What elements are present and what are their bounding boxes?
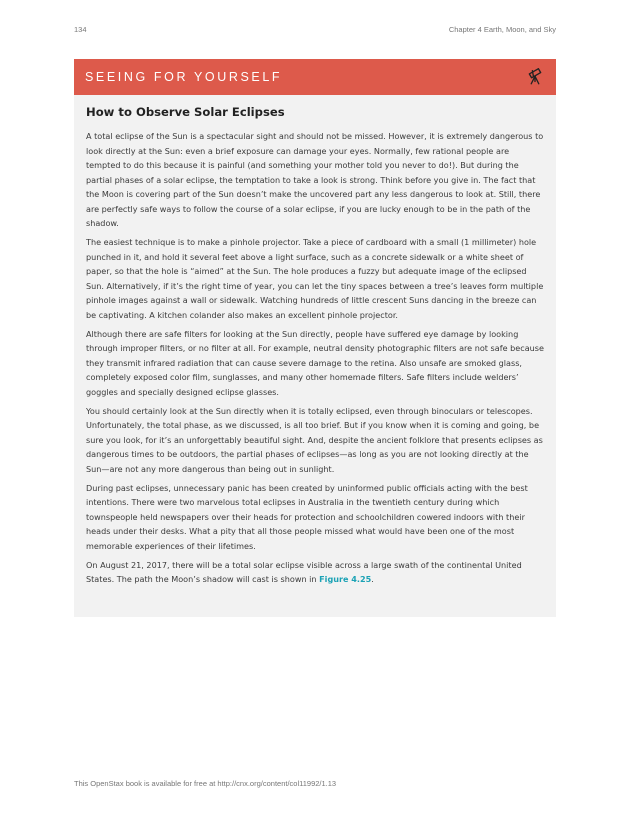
figure-link[interactable]: Figure 4.25: [319, 574, 372, 584]
page-number: 134: [74, 25, 87, 34]
paragraph-last-trailing: .: [371, 574, 374, 584]
feature-body: [74, 95, 556, 587]
feature-box: [74, 59, 556, 617]
telescope-icon: [526, 68, 544, 86]
paragraph: The easiest technique is to make a pinhole projector. Take a piece of cardboard with a small (1 millimeter) hole punched in it, and hold it several feet above a light surface, such as a concrete sidewalk or a white sheet of paper, so that the hole is “aimed” at the Sun. The hole produces a fuzzy but adequate image of the eclipsed Sun. Alternatively, if it’s the right time of year, you can let the tiny spaces between a tree’s leaves form multiple pinhole images against a wall or sidewalk. Watching hundreds of little crescent Suns dancing in the breeze can be captivating. A kitchen colander also makes an excellent pinhole projector.: [86, 237, 544, 320]
footer-note: This OpenStax book is available for free at http://cnx.org/content/col11992/1.13: [74, 779, 337, 788]
paragraph-last-text: On August 21, 2017, there will be a total solar eclipse visible across a large swath of the continental United States. The path the Moon’s shadow will cast is shown in: [86, 559, 522, 584]
section-title: How to Observe Solar Eclipses: [86, 105, 285, 119]
paragraph: During past eclipses, unnecessary panic has been created by uninformed public officials acting with the best intentions. There were two marvelous total eclipses in Australia in the twentieth century during which townspeople held newspapers over their heads for protection and schoolchildren cowered indoors with their heads under their desks. What a pity that all those people missed what would have been one of the most memorable experiences of their lifetimes.: [86, 482, 528, 551]
feature-header: [74, 59, 556, 95]
chapter-title: Chapter 4 Earth, Moon, and Sky: [448, 25, 556, 34]
paragraph: You should certainly look at the Sun directly when it is totally eclipsed, even through binoculars or telescopes. Unfortunately, the total phase, as we discussed, is all too brief. But if you know when it is coming and going, be sure you look, for it’s an unforgettably beautiful sight. And, despite the ancient folklore that presents eclipses as dangerous times to be outdoors, the partial phases of eclipses—as long as you are not looking directly at the Sun—are not any more dangerous than being out in sunlight.: [86, 405, 543, 474]
paragraph: Although there are safe filters for looking at the Sun directly, people have suffered eye damage by looking through improper filters, or no filter at all. For example, neutral density photographic filters are not safe because they transmit infrared radiation that can cause severe damage to the retina. Also unsafe are smoked glass, completely exposed color film, sunglasses, and many other homemade filters. Safe filters include welders’ goggles and specially designed eclipse glasses.: [86, 328, 544, 397]
running-head: [74, 25, 556, 34]
paragraph-last: [86, 558, 544, 587]
feature-label: SEEING FOR YOURSELF: [85, 70, 283, 84]
paragraph: A total eclipse of the Sun is a spectacular sight and should not be missed. However, it is extremely dangerous to look directly at the Sun: even a brief exposure can damage your eyes. Normally, few rational people are tempted to do this because it is painful (and something your mother told you never to do!). But during the partial phases of a solar eclipse, the temptation to take a look is strong. Think before you give in. The fact that the Moon is covering part of the Sun doesn’t make the uncovered part any less dangerous to look at. Still, there are perfectly safe ways to follow the course of a solar eclipse, if you are lucky enough to be in the path of the shadow.: [86, 131, 544, 228]
